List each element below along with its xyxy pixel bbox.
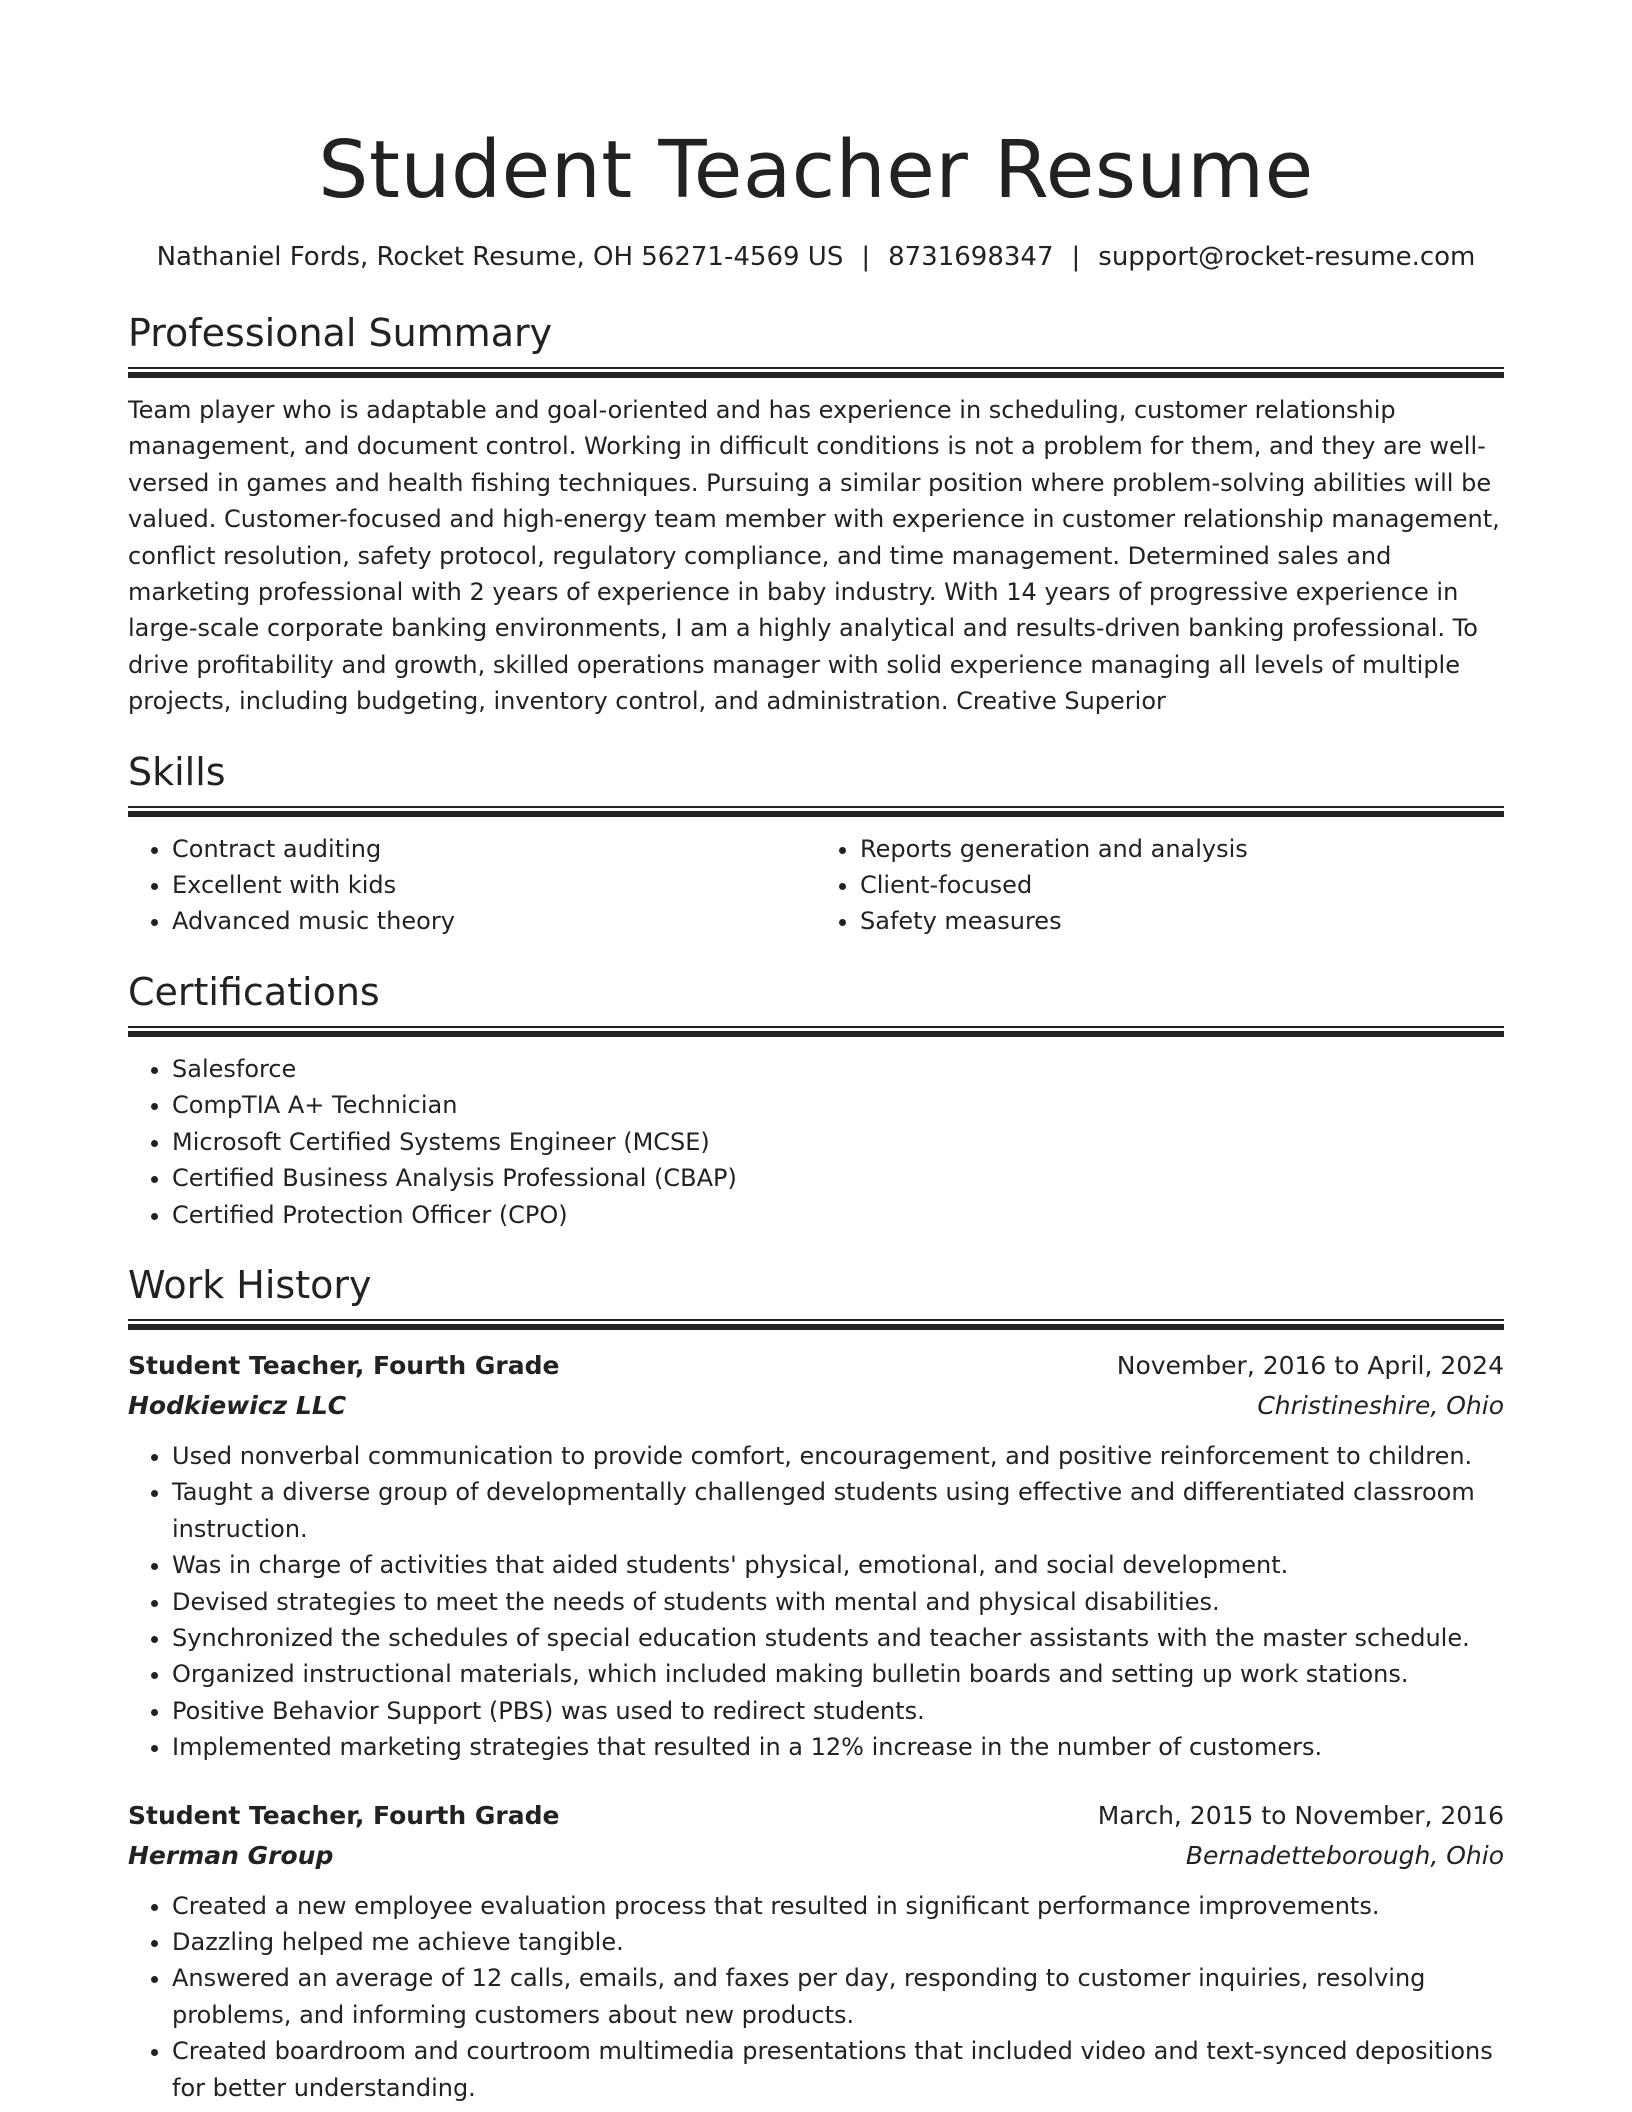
work-history-heading: Work History [128, 1262, 372, 1307]
skills-columns [128, 831, 1504, 940]
job-title: Student Teacher, Fourth Grade [128, 1800, 560, 1830]
skill-item: • Contract auditing [172, 831, 816, 867]
job-entry [128, 1346, 1504, 1766]
job-bullet: • Synchronized the schedules of special education students and teacher assistants with the master schedule. [172, 1620, 1504, 1656]
certifications-list [128, 1051, 1504, 1233]
contact-separator: | [861, 242, 871, 272]
job-bullets [128, 1438, 1504, 1766]
summary-text: Team player who is adaptable and goal-oriented and has experience in scheduling, customer relationship management, and document control. Working in difficult conditions is not a problem for them, and they are well-versed in games and health fishing techniques. Pursuing a similar position where problem-solving abilities will be valued. Customer-focused and high-energy team member with experience in customer relationship management, conflict resolution, safety protocol, regulatory compliance, and time management. Determined sales and marketing professional with 2 years of experience in baby industry. With 14 years of progressive experience in large-scale corporate banking environments, I am a highly analytical and results-driven banking professional. To drive profitability and growth, skilled operations manager with solid experience managing all levels of multiple projects, including budgeting, inventory control, and administration. Creative Superior [128, 396, 1500, 716]
certification-item: • Microsoft Certified Systems Engineer (MCSE) [172, 1124, 1504, 1160]
skill-item: • Excellent with kids [172, 867, 816, 903]
job-title: Student Teacher, Fourth Grade [128, 1350, 560, 1380]
job-bullets [128, 1888, 1504, 2106]
skills-section [128, 748, 1504, 940]
skill-item: • Safety measures [860, 903, 1504, 939]
certifications-heading: Certifications [128, 969, 380, 1014]
job-bullet: • Used nonverbal communication to provide comfort, encouragement, and positive reinforcement to children. [172, 1438, 1504, 1474]
skill-item: • Advanced music theory [172, 903, 816, 939]
job-header [128, 1346, 1504, 1386]
certification-item: • Certified Business Analysis Professional (CBAP) [172, 1160, 1504, 1196]
summary-section [128, 309, 1504, 720]
job-company: Herman Group [128, 1840, 334, 1870]
job-subheader [128, 1836, 1504, 1876]
work-history-section [128, 1261, 1504, 2106]
contact-line [128, 240, 1504, 274]
contact-separator: | [1071, 242, 1081, 272]
job-bullet: • Positive Behavior Support (PBS) was used to redirect students. [172, 1693, 1504, 1729]
section-divider [128, 367, 1504, 378]
contact-phone: 8731698347 [888, 242, 1054, 272]
job-location: Bernadetteborough, Ohio [1185, 1840, 1504, 1870]
certification-item: • Salesforce [172, 1051, 1504, 1087]
job-bullet: • Taught a diverse group of developmentally challenged students using effective and differentiated classroom instruction. [172, 1474, 1504, 1547]
skill-item: • Reports generation and analysis [860, 831, 1504, 867]
contact-email: support@rocket-resume.com [1098, 242, 1476, 272]
job-bullet: • Dazzling helped me achieve tangible. [172, 1924, 1504, 1960]
job-dates: March, 2015 to November, 2016 [1097, 1800, 1504, 1830]
certification-item: • Certified Protection Officer (CPO) [172, 1197, 1504, 1233]
job-bullet: • Organized instructional materials, which included making bulletin boards and setting up work stations. [172, 1656, 1504, 1692]
skills-list-right [816, 831, 1504, 940]
section-divider [128, 806, 1504, 817]
certification-item: • CompTIA A+ Technician [172, 1087, 1504, 1123]
job-entry [128, 1796, 1504, 2106]
job-bullet: • Was in charge of activities that aided students' physical, emotional, and social development. [172, 1547, 1504, 1583]
job-bullet: • Answered an average of 12 calls, emails, and faxes per day, responding to customer inquiries, resolving problems, and informing customers about new products. [172, 1960, 1504, 2033]
job-subheader [128, 1386, 1504, 1426]
job-company: Hodkiewicz LLC [128, 1390, 347, 1420]
skills-heading: Skills [128, 749, 226, 794]
summary-heading: Professional Summary [128, 311, 553, 355]
job-location: Christineshire, Ohio [1257, 1390, 1504, 1420]
job-dates: November, 2016 to April, 2024 [1116, 1350, 1504, 1380]
job-header [128, 1796, 1504, 1836]
contact-address: Nathaniel Fords, Rocket Resume, OH 56271-4569 US [156, 242, 844, 272]
job-bullet: • Implemented marketing strategies that resulted in a 12% increase in the number of customers. [172, 1729, 1504, 1765]
resume-page [128, 0, 1504, 2106]
skill-item: • Client-focused [860, 867, 1504, 903]
resume-title: Student Teacher Resume [318, 124, 1314, 216]
section-divider [128, 1319, 1504, 1330]
section-divider [128, 1026, 1504, 1037]
job-bullet: • Created boardroom and courtroom multimedia presentations that included video and text-synced depositions for better understanding. [172, 2033, 1504, 2106]
job-bullet: • Devised strategies to meet the needs of students with mental and physical disabilities. [172, 1584, 1504, 1620]
certifications-section [128, 968, 1504, 1233]
job-bullet: • Created a new employee evaluation process that resulted in significant performance improvements. [172, 1888, 1504, 1924]
skills-list-left [128, 831, 816, 940]
